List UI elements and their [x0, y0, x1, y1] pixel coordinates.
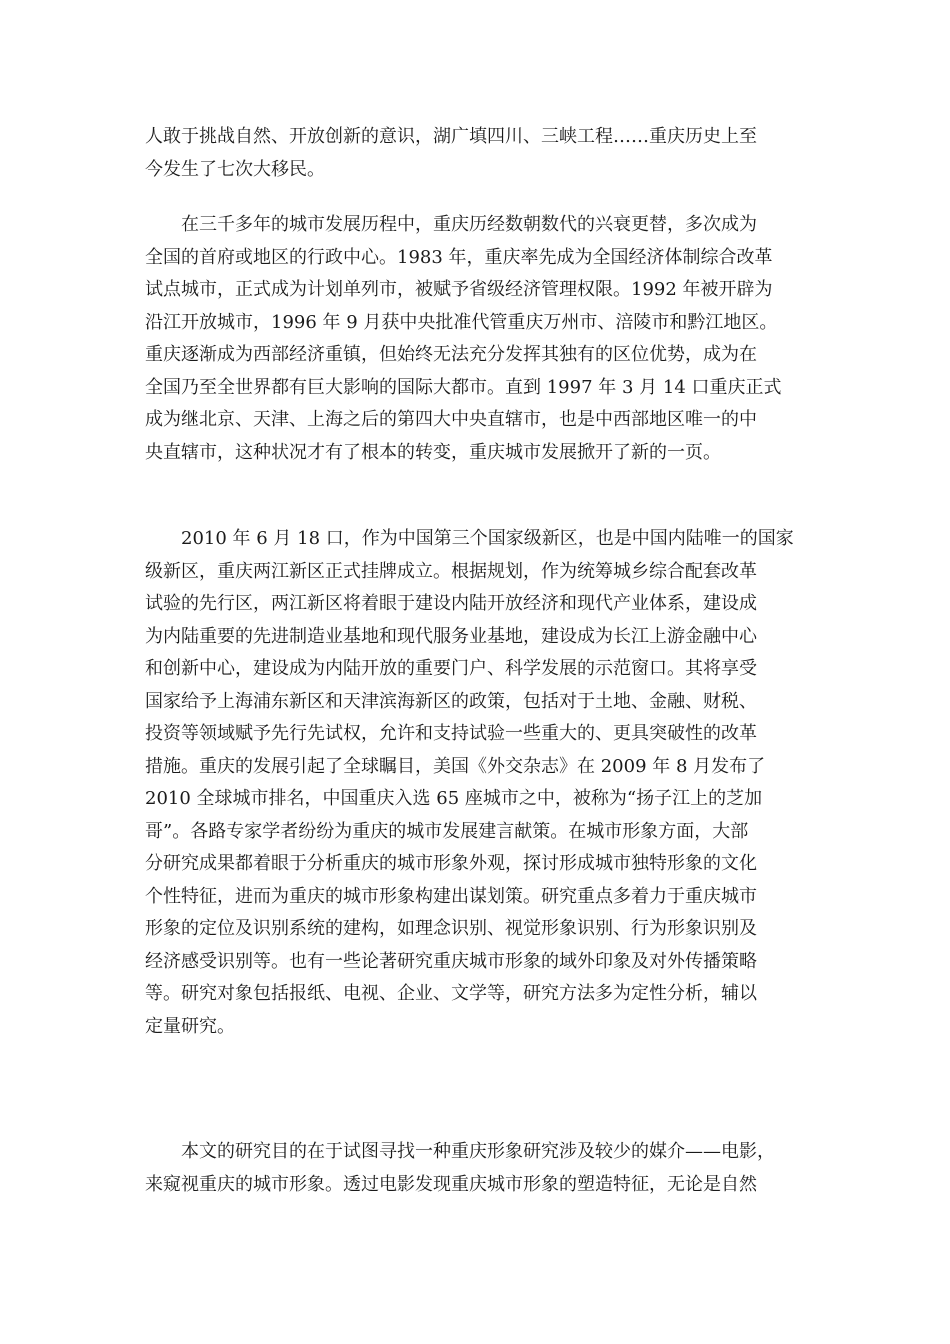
text-line: 央直辖市，这种状况才有了根本的转变，重庆城市发展掀开了新的一页。: [145, 441, 721, 463]
text-line: 定量研究。: [145, 1015, 235, 1037]
text-line: 来窥视重庆的城市形象。透过电影发现重庆城市形象的塑造特征，无论是自然: [145, 1173, 757, 1195]
text-line: 试点城市，正式成为计划单列市，被赋予省级经济管理权限。1992 年被开辟为: [145, 279, 773, 300]
text-line: 2010 年 6 月 18 口，作为中国第三个国家级新区，也是中国内陆唯一的国家: [181, 528, 794, 549]
text-line: 投资等领域赋予先行先试权，允许和支持试验一些重大的、更具突破性的改革: [145, 723, 757, 744]
paragraph-4: [145, 1136, 805, 1201]
paragraph-2: [145, 209, 805, 469]
paragraph-3: [145, 523, 805, 1043]
text-line: 措施。重庆的发展引起了全球瞩目，美国《外交杂志》在 2009 年 8 月发布了: [145, 755, 766, 777]
text-line: 全国的首府或地区的行政中心。1983 年，重庆率先成为全国经济体制综合改革: [145, 246, 773, 268]
text-line: 形象的定位及识别系统的建构，如理念识别、视觉形象识别、行为形象识别及: [145, 918, 757, 939]
text-line: 分研究成果都着眼于分析重庆的城市形象外观，探讨形成城市独特形象的文化: [145, 853, 757, 874]
text-line: 国家给予上海浦东新区和天津滨海新区的政策，包括对于土地、金融、财税、: [145, 690, 757, 712]
text-line: 试验的先行区，两江新区将着眼于建设内陆开放经济和现代产业体系，建设成: [145, 593, 757, 614]
text-line: 和创新中心，建设成为内陆开放的重要门户、科学发展的示范窗口。其将享受: [145, 658, 757, 679]
paragraph-1: [145, 121, 805, 186]
text-line: 等。研究对象包括报纸、电视、企业、文学等，研究方法多为定性分析，辅以: [145, 983, 757, 1004]
text-line: 本文的研究目的在于试图寻找一种重庆形象研究涉及较少的媒介——电影，: [181, 1141, 775, 1162]
text-line: 个性特征，进而为重庆的城市形象构建出谋划策。研究重点多着力于重庆城市: [145, 885, 757, 907]
text-line: 哥”。各路专家学者纷纷为重庆的城市发展建言献策。在城市形象方面，大部: [145, 820, 749, 842]
text-line: 为内陆重要的先进制造业基地和现代服务业基地，建设成为长江上游金融中心: [145, 625, 757, 647]
text-line: 级新区，重庆两江新区正式挂牌成立。根据规划，作为统筹城乡综合配套改革: [145, 560, 757, 582]
text-line: 沿江开放城市，1996 年 9 月获中央批准代管重庆万州市、涪陵市和黔江地区。: [145, 311, 778, 333]
text-line: 经济感受识别等。也有一些论著研究重庆城市形象的域外印象及对外传播策略: [145, 950, 757, 972]
text-line: 成为继北京、天津、上海之后的第四大中央直辖市，也是中西部地区唯一的中: [145, 409, 757, 430]
text-line: 重庆逐渐成为西部经济重镇，但始终无法充分发挥其独有的区位优势，成为在: [145, 344, 757, 365]
text-line: 今发生了七次大移民。: [145, 158, 325, 180]
text-line: 人敢于挑战自然、开放创新的意识，湖广填四川、三峡工程……重庆历史上至: [145, 126, 757, 147]
text-line: 在三千多年的城市发展历程中，重庆历经数朝数代的兴衰更替，多次成为: [181, 214, 757, 235]
text-line: 2010 全球城市排名，中国重庆入选 65 座城市之中，被称为“扬子江上的芝加: [145, 788, 763, 809]
text-line: 全国乃至全世界都有巨大影响的国际大都市。直到 1997 年 3 月 14 口重庆正式: [145, 376, 782, 398]
